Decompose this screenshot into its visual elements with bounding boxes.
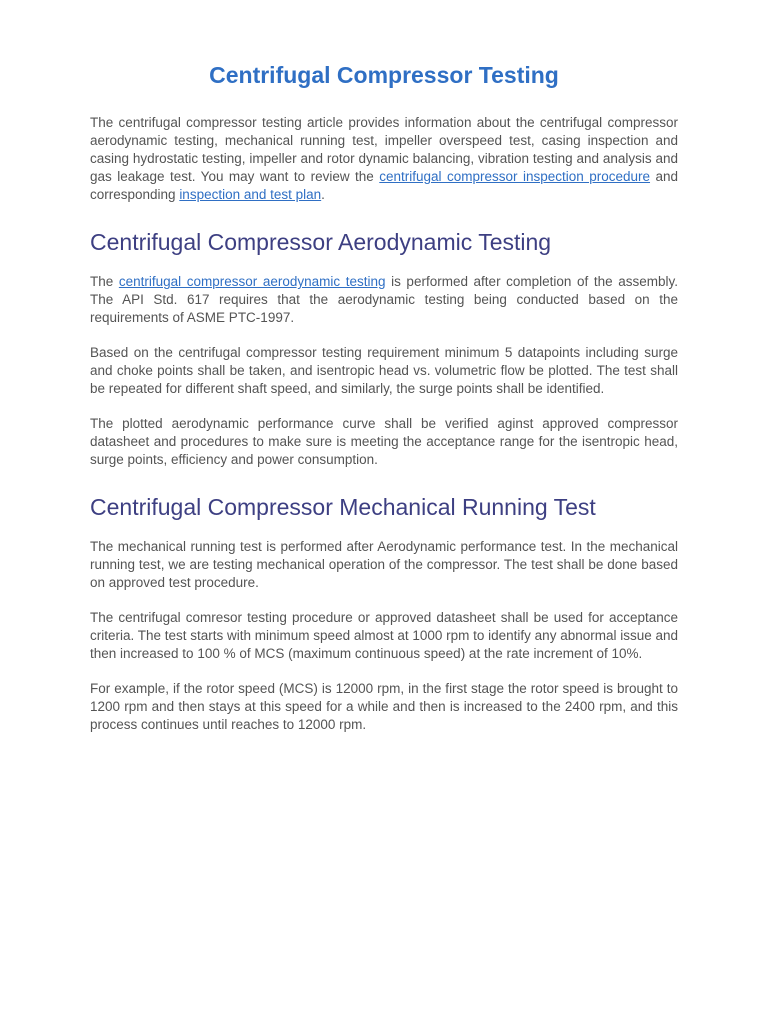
page-title: Centrifugal Compressor Testing [209,62,559,88]
mech-paragraph-3: For example, if the rotor speed (MCS) is 12000 rpm, in the first stage the rotor speed is brought to 1200 rpm and then stays at this speed for a while and then is increased to the 2400 rpm, and this process continues until reaches to 12000 rpm. [90,681,678,732]
intro-text-3: . [321,187,325,202]
intro-paragraph [90,114,678,204]
aero-paragraph-3: The plotted aerodynamic performance curve shall be verified aginst approved compressor datasheet and procedures to make sure is meeting the acceptance range for the isentropic head, surge points, efficiency and power consumption. [90,416,678,467]
mech-paragraph-1: The mechanical running test is performed after Aerodynamic performance test. In the mechanical running test, we are testing mechanical operation of the compressor. The test shall be done based on approved test procedure. [90,539,678,590]
inspection-test-plan-link[interactable]: inspection and test plan [179,187,322,202]
intro-text-1: The centrifugal compressor testing article provides information about the centrifugal compressor aerodynamic testing, mechanical running test, impeller overspeed test, casing inspection and casing hydrostatic testing, impeller and rotor dynamic balancing, vibration testing and analysis and gas leakage test. You may want to review the [90,115,678,184]
intro-text-2: and corresponding [90,169,678,202]
inspection-procedure-link[interactable]: centrifugal compressor inspection procedure [379,169,651,184]
aero-p1-text-2: is performed after completion of the assembly. The API Std. 617 requires that the aerodynamic testing being conducted based on the requirements of ASME PTC-1997. [90,274,679,325]
aerodynamic-testing-heading: Centrifugal Compressor Aerodynamic Testing [90,229,552,255]
aero-paragraph-1 [90,273,678,327]
mech-paragraph-2: The centrifugal comresor testing procedure or approved datasheet shall be used for acceptance criteria. The test starts with minimum speed almost at 1000 rpm to identify any abnormal issue and then increased to 100 % of MCS (maximum continuous speed) at the rate increment of 10%. [90,610,679,661]
aero-p1-text-1: The [90,274,119,289]
aero-paragraph-2: Based on the centrifugal compressor testing requirement minimum 5 datapoints including surge and choke points shall be taken, and isentropic head vs. volumetric flow be plotted. The test shall be repeated for different shaft speed, and similarly, the surge points shall be identified. [90,345,678,396]
aerodynamic-testing-link[interactable]: centrifugal compressor aerodynamic testing [118,274,386,289]
mechanical-running-test-heading: Centrifugal Compressor Mechanical Running Test [90,494,596,520]
